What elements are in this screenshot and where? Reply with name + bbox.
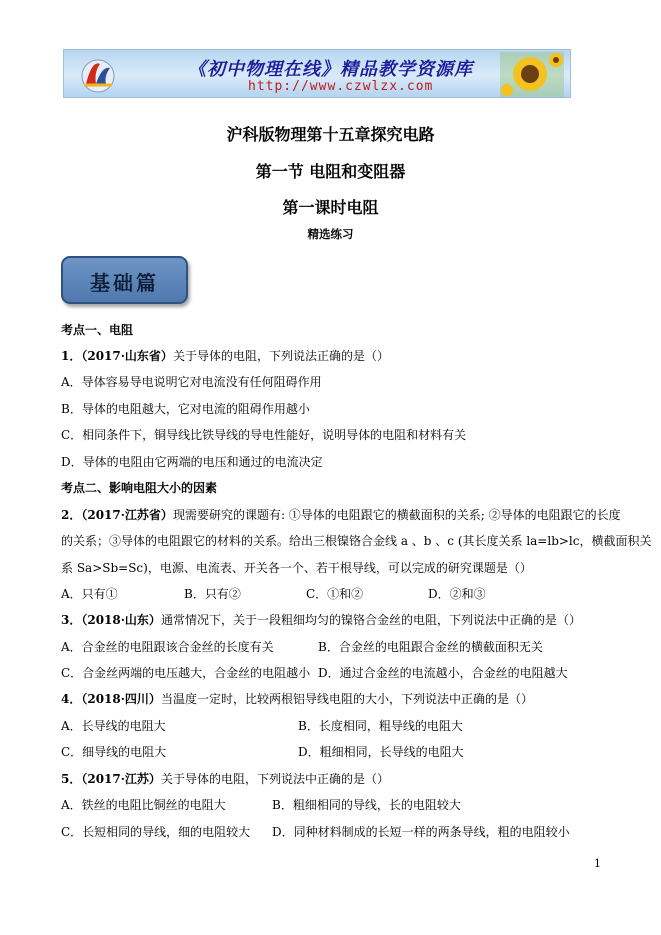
q3-option-b: B．合金丝的电阻跟合金丝的横截面积无关 xyxy=(318,640,543,654)
q1-option-c: C．相同条件下，铜导线比铁导线的导电性能好，说明导体的电阻和材料有关 xyxy=(61,428,467,442)
section-title: 第一节 电阻和变阻器 xyxy=(255,162,406,181)
section-badge xyxy=(61,256,188,304)
question-source: （2018·四川） xyxy=(81,692,161,706)
q5-option-b: B．粗细相同的导线，长的电阻较大 xyxy=(272,798,461,812)
question-number: 4． xyxy=(61,692,82,706)
question-1 xyxy=(61,349,389,364)
page-number: 1 xyxy=(594,857,601,870)
header-banner xyxy=(63,49,571,98)
q5-option-c: C．长短相同的导线，细的电阻较大 xyxy=(61,825,251,839)
question-2 xyxy=(61,508,621,523)
q1-option-b: B．导体的电阻越大，它对电流的阻碍作用越小 xyxy=(61,402,310,416)
question-number: 3． xyxy=(61,613,82,627)
q4-option-d: D．粗细相同，长导线的电阻大 xyxy=(298,745,464,759)
page-title: 沪科版物理第十五章探究电路 xyxy=(226,125,435,144)
question-source: （2017·江苏省） xyxy=(81,508,173,522)
banner-title: 《初中物理在线》精品教学资源库 xyxy=(188,59,473,80)
q3-option-c: C．合金丝两端的电压越大，合金丝的电阻越小 xyxy=(61,666,311,680)
q2-option-d: D．②和③ xyxy=(428,587,486,601)
q3-option-d: D．通过合金丝的电流越小，合金丝的电阻越大 xyxy=(318,666,568,680)
topic-heading-2: 考点二、影响电阻大小的因素 xyxy=(61,481,218,495)
q2-option-a: A．只有① xyxy=(61,587,118,601)
q1-option-d: D．导体的电阻由它两端的电压和通过的电流决定 xyxy=(61,455,323,469)
question-source: （2018·山东） xyxy=(81,613,161,627)
q2-stem-line-2: 的关系；③导体的电阻跟它的材料的关系。给出三根镍铬合金线 a 、b 、c (其长度关系 la=lb>lc，横截面积关 xyxy=(61,534,652,548)
q1-option-a: A．导体容易导电说明它对电流没有任何阻碍作用 xyxy=(61,375,322,389)
banner-url: http://www.czwlzx.com xyxy=(248,79,434,94)
subtitle: 精选练习 xyxy=(307,227,354,241)
q2-option-b: B．只有② xyxy=(184,587,241,601)
question-number: 1． xyxy=(61,349,82,363)
section-badge-label: 基础篇 xyxy=(90,271,159,295)
sunflower-icon xyxy=(500,52,564,98)
question-3 xyxy=(61,613,581,628)
q4-option-b: B．长度相同，粗导线的电阻大 xyxy=(298,719,463,733)
question-stem: 关于导体的电阻，下列说法中正确的是（） xyxy=(160,772,389,786)
question-5 xyxy=(61,772,389,787)
question-stem: 通常情况下，关于一段粗细均匀的镍铬合金丝的电阻，下列说法中正确的是（） xyxy=(160,613,581,627)
question-number: 2． xyxy=(61,508,82,522)
q5-option-d: D．同种材料制成的长短一样的两条导线，粗的电阻较小 xyxy=(272,825,570,839)
q2-option-c: C．①和② xyxy=(306,587,364,601)
q3-option-a: A．合金丝的电阻跟该合金丝的长度有关 xyxy=(61,640,274,654)
lesson-title: 第一课时电阻 xyxy=(282,198,379,217)
question-stem: 现需要研究的课题有: ①导体的电阻跟它的横截面积的关系; ②导体的电阻跟它的长度 xyxy=(172,508,621,522)
q4-option-a: A．长导线的电阻大 xyxy=(61,719,166,733)
topic-heading-1: 考点一、电阻 xyxy=(61,323,134,337)
question-number: 5． xyxy=(61,772,82,786)
question-source: （2017·山东省） xyxy=(81,349,173,363)
question-source: （2017·江苏） xyxy=(81,772,161,786)
question-4 xyxy=(61,692,533,707)
q5-option-a: A．铁丝的电阻比铜丝的电阻大 xyxy=(61,798,226,812)
question-stem: 当温度一定时，比较两根铝导线电阻的大小，下列说法中正确的是（） xyxy=(160,692,533,706)
q2-stem-line-3: 系 Sa>Sb=Sc)，电源、电流表、开关各一个、若干根导线，可以完成的研究课题是（） xyxy=(61,561,532,575)
site-logo-icon xyxy=(78,54,118,94)
question-stem: 关于导体的电阻，下列说法正确的是（） xyxy=(172,349,389,363)
q4-option-c: C．细导线的电阻大 xyxy=(61,745,167,759)
